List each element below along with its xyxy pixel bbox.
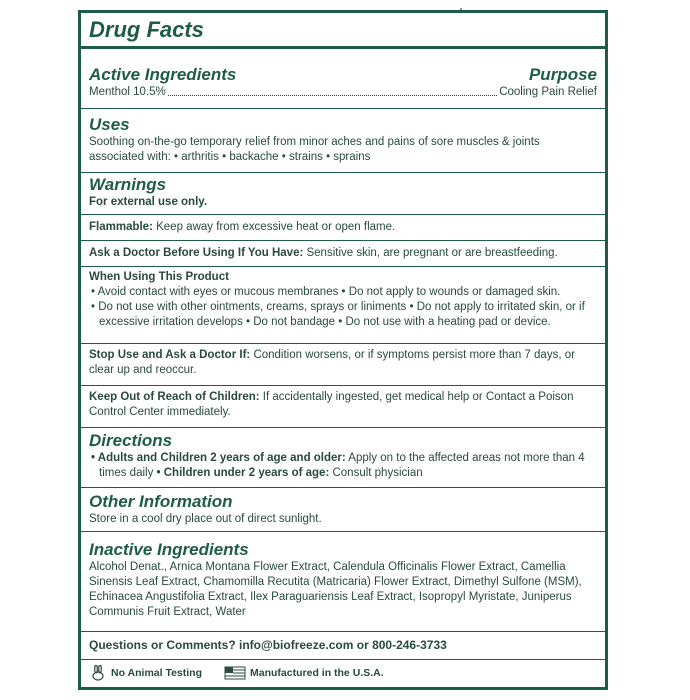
no-animal-testing [89, 665, 202, 681]
warnings-heading: Warnings [89, 175, 167, 194]
footer-section [81, 660, 605, 687]
uses-line-2: associated with: • arthritis • backache • strains • sprains [89, 151, 371, 163]
warnings-section [81, 173, 605, 215]
drug-facts-panel [78, 10, 608, 690]
when-using-section [81, 267, 605, 344]
inactive-heading: Inactive Ingredients [89, 540, 249, 559]
purpose-heading: Purpose [528, 65, 597, 84]
title-section [81, 13, 605, 49]
questions-text: Questions or Comments? info@biofreeze.com or 800-246-3733 [89, 638, 447, 652]
ask-doctor-label: Ask a Doctor Before Using If You Have: [89, 247, 304, 259]
directions-section [81, 428, 605, 488]
when-using-item: • Avoid contact with eyes or mucous membranes • Do not apply to wounds or damaged skin. [91, 286, 561, 298]
keep-out-label: Keep Out of Reach of Children: [89, 391, 260, 403]
ask-doctor-text: Sensitive skin, are pregnant or are breastfeeding. [303, 247, 558, 259]
flammable-label: Flammable: [89, 221, 153, 233]
keep-out-section [81, 386, 605, 428]
stop-use-text: Condition worsens, or if symptoms persist more than 7 days, or clear up and reoccur. [89, 349, 575, 376]
rabbit-icon [89, 665, 107, 681]
stop-use-section [81, 344, 605, 386]
no-animal-testing-label: No Animal Testing [111, 667, 203, 679]
when-using-heading: When Using This Product [89, 271, 229, 283]
uses-heading: Uses [89, 115, 130, 134]
directions-adults-text: Apply on to the affected areas not more than 4 times daily [99, 452, 585, 479]
directions-heading: Directions [89, 431, 173, 450]
us-flag-icon [224, 666, 246, 680]
flammable-text: Keep away from excessive heat or open flame. [152, 221, 396, 233]
made-in-usa-label: Manufactured in the U.S.A. [250, 667, 384, 679]
directions-children-label: • Children under 2 years of age: [156, 467, 330, 479]
made-in-usa [224, 666, 384, 680]
other-info-text: Store in a cool dry place out of direct sunlight. [89, 513, 322, 525]
stop-use-label: Stop Use and Ask a Doctor If: [89, 349, 251, 361]
active-heading: Active Ingredients [89, 65, 237, 84]
inactive-text: Alcohol Denat., Arnica Montana Flower Extract, Calendula Officinalis Flower Extract, Camellia Sinensis Leaf Extract, Chamomilla Recutita (Matricaria) Flower Extract, Dimethyl Sulfone (MSM), Echinacea Angustifolia Extract, Ilex Paraguariensis Leaf Extract, Isopropyl Myristate, Juniperus Communis Fruit Extract, Water [89, 561, 582, 618]
active-purpose: Cooling Pain Relief [499, 86, 597, 98]
inactive-section [81, 532, 605, 632]
questions-section [81, 632, 605, 660]
ask-doctor-section [81, 241, 605, 267]
directions-children-text: Consult physician [329, 467, 423, 479]
uses-line-1: Soothing on-the-go temporary relief from minor aches and pains of sore muscles & joints [89, 136, 540, 148]
other-info-section [81, 488, 605, 532]
uses-section [81, 109, 605, 173]
when-using-item: • Do not use with other ointments, creams, sprays or liniments • Do not apply to irritated skin, or if excessive irritation develops • Do not bandage • Do not use with a heating pad or device. [91, 301, 585, 328]
external-use-text: For external use only. [89, 196, 208, 208]
dot-leader [168, 85, 497, 96]
directions-adults-label: • Adults and Children 2 years of age and older: [91, 452, 346, 464]
other-info-heading: Other Information [89, 492, 233, 511]
flammable-section [81, 215, 605, 241]
active-ingredient: Menthol 10.5% [89, 86, 166, 98]
page-title: Drug Facts [89, 17, 204, 42]
keep-out-text: If accidentally ingested, get medical help or Contact a Poison Control Center immediately. [89, 391, 574, 418]
active-ingredients-section [81, 49, 605, 109]
